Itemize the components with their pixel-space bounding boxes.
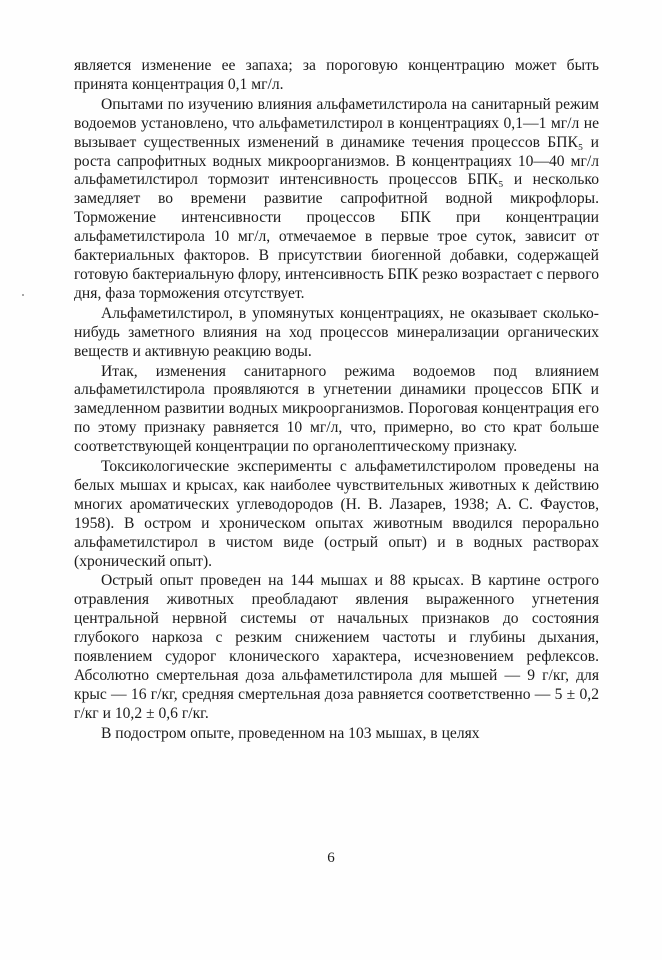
paragraph-3: Альфаметилстирол, в упомянутых концентрациях, не оказывает сколько-нибудь заметного влияния на ход процессов минерализации органических веществ и активную реакцию воды. bbox=[74, 304, 599, 360]
paragraph-2: Опытами по изучению влияния альфаметилстирола на санитарный режим водоемов установлено, что альфаметилстирол в концентрациях 0,1—1 мг/л не вызывает существенных изменений в динамике течения процессов БПК₅ и роста сапрофитных водных микроорганизмов. В концентрациях 10—40 мг/л альфаметилстирол тормозит интенсивность процессов БПК₅ и несколько замедляет во времени развитие сапрофитной водной микрофлоры. Торможение интенсивности процессов БПК при концентрации альфаметилстирола 10 мг/л, отмечаемое в первые трое суток, зависит от бактериальных факторов. В присутствии биогенной добавки, содержащей готовую бактериальную флору, интенсивность БПК резко возрастает с первого дня, фаза торможения отсутствует. bbox=[74, 95, 599, 302]
paragraph-1: является изменение ее запаха; за пороговую концентрацию может быть принята концентрация 0,1 мг/л. bbox=[74, 57, 599, 93]
paragraph-5: Токсикологические эксперименты с альфаметилстиролом проведены на белых мышах и крысах, как наиболее чувствительных животных к действию многих ароматических углеводородов (Н. В. Лазарев, 1938; А. С. Фаустов, 1958). В остром и хроническом опытах животным вводился перорально альфаметилстирол в чистом виде (острый опыт) и в водных растворах (хронический опыт). bbox=[74, 458, 599, 570]
paragraph-4: Итак, изменения санитарного режима водоемов под влиянием альфаметилстирола проявляются в угнетении динамики процессов БПК и замедленном развитии водных микроорганизмов. Пороговая концентрация его по этому признаку равняется 10 мг/л, что, примерно, во сто крат больше соответствующей концентрации по органолептическому признаку. bbox=[74, 362, 599, 456]
margin-speck bbox=[22, 294, 24, 296]
body-text bbox=[74, 57, 599, 745]
page-number: 6 bbox=[327, 850, 335, 866]
paragraph-6: Острый опыт проведен на 144 мышах и 88 крысах. В картине острого отравления животных преобладают явления выраженного угнетения центральной нервной системы от начальных признаков до состояния глубокого наркоза с резким снижением частоты и глубины дыхания, появлением судорог клонического характера, исчезновением рефлексов. Абсолютно смертельная доза альфаметилстирола для мышей — 9 г/кг, для крыс — 16 г/кг, средняя смертельная доза равняется соответственно — 5 ± 0,2 г/кг и 10,2 ± 0,6 г/кг. bbox=[74, 572, 599, 722]
paragraph-7: В подостром опыте, проведенном на 103 мышах, в целях bbox=[101, 724, 480, 742]
